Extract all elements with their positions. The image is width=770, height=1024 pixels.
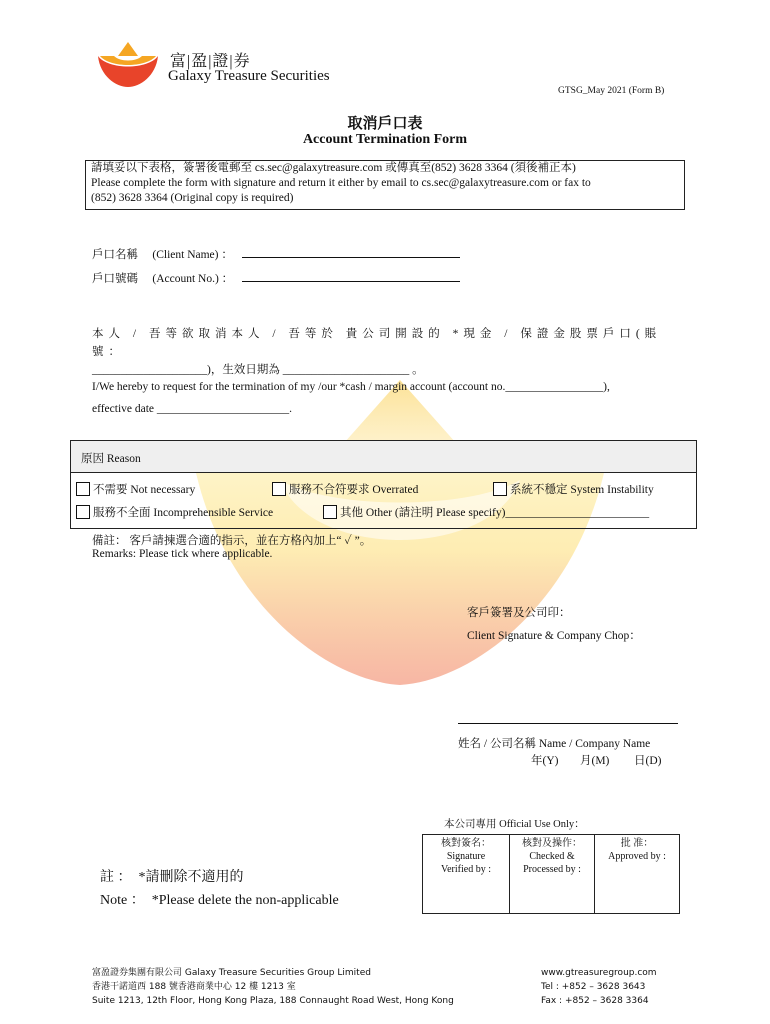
account-no-row [92,270,460,286]
date-year-label: 年(Y) [531,755,559,767]
official-use-label: 本公司專用 Official Use Only： [444,819,585,830]
approved-cell [595,835,680,914]
form-code: GTSG_May 2021 (Form B) [558,86,665,96]
option-label: 其他 Other (請注明 Please specify)_________________________ [340,507,650,519]
client-name-label-en: (Client Name) ： [152,249,233,261]
note-english [100,889,339,909]
official-use-header-row [423,835,680,914]
cell-label-en: Checked & [529,851,575,862]
cell-label-en: Verified by : [441,864,491,875]
date-day-label: 日(D) [634,755,662,767]
reason-header [71,441,696,473]
cell-label-en: Processed by : [523,864,581,875]
cell-label-en: Signature [446,851,486,862]
instructions-box [85,160,685,210]
signature-label-en: Client Signature & Company Chop： [467,630,641,642]
declaration-cn-line1: 本人 / 吾等欲取消本人 / 吾等於 貴公司開設的 *現金 / 保證金股票戶口(賬號： [92,328,662,358]
name-company-label: 姓名 / 公司名稱 Name / Company Name [458,738,651,750]
remarks-chinese: 備註： 客戶請揀選合適的指示，並在方格內加上“ ✓ ”。 [92,535,372,547]
cell-label-cn: 核對及操作： [522,838,582,849]
note-text-en: *Please delete the non-applicable [151,893,339,908]
cell-label-cn: 核對簽名： [441,838,491,849]
client-name-field[interactable] [242,247,460,258]
signature-label-cn: 客戶簽署及公司印： [467,607,571,619]
checked-processed-cell [510,835,595,914]
declaration-en-line2: effective date _______________________. [92,403,293,415]
company-logo [96,42,160,88]
checkbox[interactable] [323,505,337,519]
signature-line[interactable] [458,723,678,724]
declaration-cn-line2: ____________________)，生效日期為 ______________________ 。 [92,364,424,376]
footer-tel: Tel : +852 – 3628 3643 [541,982,646,992]
footer-address-cn: 香港干諾道西 188 號香港商業中心 12 樓 1213 室 [92,982,296,992]
checkbox[interactable] [272,482,286,496]
note-prefix-cn: 註 ： [100,870,132,885]
instructions-chinese: 請填妥以下表格，簽署後電郵至 cs.sec@galaxytreasure.com 或傳真至(852) 3628 3364 (須後補正本) [91,162,576,174]
footer-address-en: Suite 1213, 12th Floor, Hong Kong Plaza, 188 Connaught Road West, Hong Kong [92,996,454,1006]
instructions-english-line1: Please complete the form with signature and return it either by email to cs.sec@galaxytreasure.com or fax to [91,177,591,189]
signature-verified-cell [423,835,510,914]
reason-section [70,440,697,529]
instructions-english-line2: (852) 3628 3364 (Original copy is required) [91,192,294,204]
account-no-label-en: (Account No.) ： [152,273,234,285]
cell-label-cn: 批 准： [620,838,654,849]
account-no-label-cn: 戶口號碼 [92,273,138,285]
reason-option-not-necessary[interactable] [76,481,195,497]
option-label: 系統不穩定 System Instability [510,484,654,496]
reason-heading: 原因 Reason [81,453,141,465]
note-prefix-en: Note ： [100,893,145,908]
option-label: 服務不合符要求 Overrated [289,484,419,496]
footer-contact-info [541,966,657,1008]
checkbox[interactable] [76,482,90,496]
client-name-row [92,246,460,262]
account-no-field[interactable] [242,271,460,282]
option-label: 服務不全面 Incomprehensible Service [93,507,274,519]
checkbox[interactable] [493,482,507,496]
declaration-en-line1: I/We hereby to request for the termination of my /our *cash / margin account (account no._________________), [92,381,610,393]
brand-name-english: Galaxy Treasure Securities [168,68,330,84]
option-label: 不需要 Not necessary [93,484,196,496]
reason-option-other[interactable] [323,504,649,520]
form-title-chinese: 取消戶口表 [347,116,423,132]
cell-label-en: Approved by : [608,851,666,862]
reason-option-incomprehensible-service[interactable] [76,504,273,520]
declaration-chinese [92,325,692,379]
footer-company-name: 富盈證券集團有限公司 Galaxy Treasure Securities Group Limited [92,968,371,978]
note-chinese [100,866,244,886]
date-month-label: 月(M) [580,755,610,767]
note-text-cn: *請刪除不適用的 [138,870,244,885]
reason-option-overrated[interactable] [272,481,418,497]
declaration-english [92,376,692,420]
official-use-table [422,834,680,914]
brand-name-chinese: 富|盈|證|券 [170,53,251,70]
client-name-label-cn: 戶口名稱 [92,249,138,261]
footer-fax: Fax : +852 – 3628 3364 [541,996,649,1006]
footer-company-info [92,966,454,1008]
form-title-english: Account Termination Form [302,132,468,147]
checkbox[interactable] [76,505,90,519]
reason-option-system-instability[interactable] [493,481,654,497]
footer-website: www.gtreasuregroup.com [541,968,657,978]
remarks-english: Remarks: Please tick where applicable. [92,548,273,560]
